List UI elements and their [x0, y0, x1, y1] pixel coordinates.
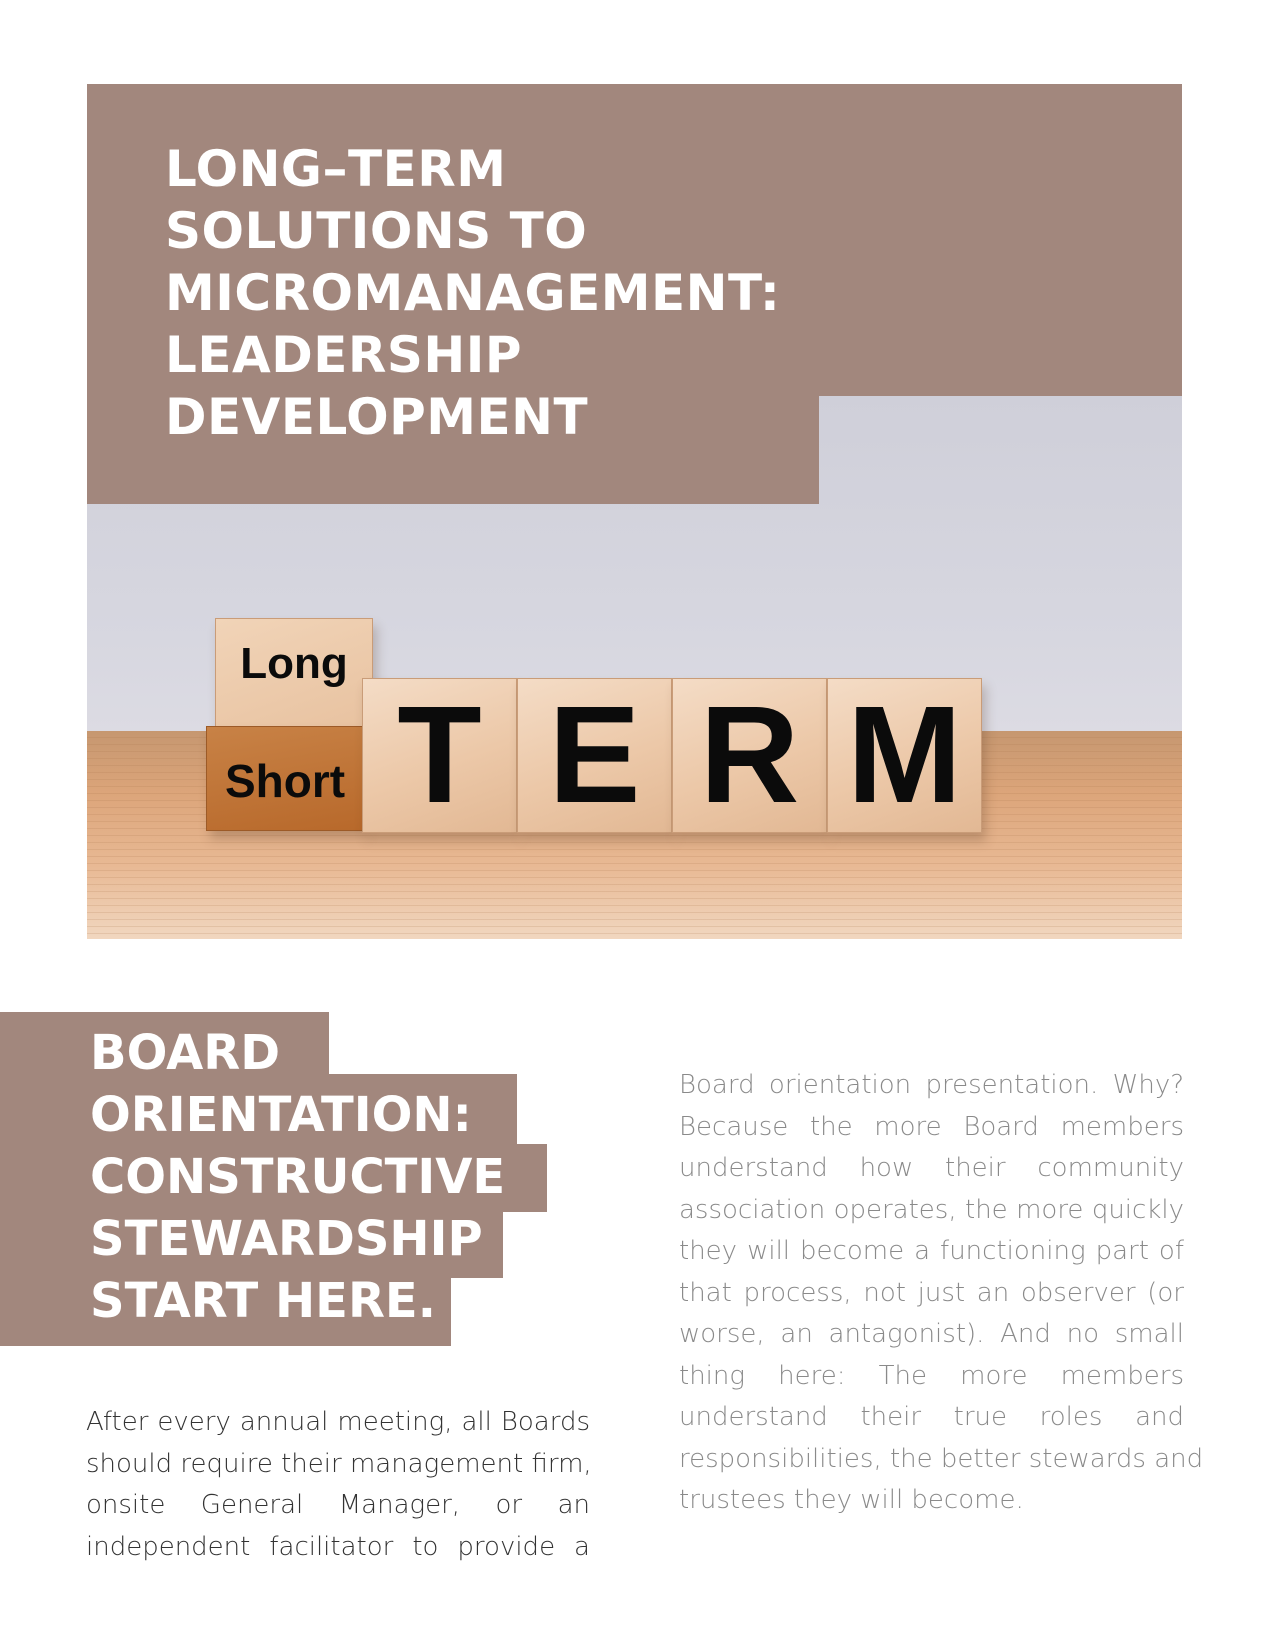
body-line: thing here: The more members [679, 1360, 1184, 1391]
section-heading-line: CONSTRUCTIVE [90, 1149, 506, 1205]
section-heading-line: START HERE. [90, 1273, 436, 1329]
body-line: Because the more Board members [679, 1111, 1184, 1142]
body-line: understand how their community [679, 1153, 1184, 1183]
page-title-line: LONG–TERM [165, 140, 507, 198]
cube-t [362, 678, 517, 833]
cube-letter: E [548, 678, 641, 832]
flip-block-bottom [206, 726, 364, 831]
cube-r [672, 678, 827, 833]
cube-m [827, 678, 982, 833]
body-line: they will become a functioning part of [679, 1236, 1184, 1266]
body-line: independent facilitator to provide a [86, 1531, 590, 1562]
body-line: After every annual meeting, all Boards [86, 1407, 590, 1437]
flip-block-top-label: Long [240, 639, 348, 688]
body-line: Board orientation presentation. Why? [679, 1070, 1184, 1100]
body-text-left [86, 1402, 590, 1568]
body-line: should require their management firm, [86, 1448, 592, 1479]
section-heading-line: BOARD [90, 1025, 281, 1081]
page-title [165, 138, 780, 448]
body-line: understand their true roles and [679, 1402, 1184, 1432]
page-title-line: LEADERSHIP [165, 326, 522, 384]
body-line: onsite General Manager, or an [86, 1490, 590, 1520]
page-title-line: SOLUTIONS TO [165, 202, 588, 260]
body-line: that process, not just an observer (or [679, 1277, 1184, 1308]
body-line: responsibilities, the better stewards and [679, 1443, 1204, 1474]
section-heading [90, 1022, 505, 1332]
cube-letter: M [847, 678, 962, 832]
body-line: worse, an antagonist). And no small [679, 1319, 1184, 1349]
section-heading-line: STEWARDSHIP [90, 1211, 483, 1267]
body-line: trustees they will become. [679, 1485, 1024, 1515]
page-title-line: MICROMANAGEMENT: [165, 264, 781, 322]
cube-letter: T [397, 678, 482, 832]
flip-block-top [215, 618, 373, 728]
cube-letter: R [699, 678, 800, 832]
page-title-line: DEVELOPMENT [165, 388, 589, 446]
flip-block-bottom-label: Short [224, 755, 346, 807]
body-text-right [679, 1065, 1204, 1522]
cube-e [517, 678, 672, 833]
body-line: association operates, the more quickly [679, 1194, 1184, 1225]
section-heading-line: ORIENTATION: [90, 1087, 472, 1143]
